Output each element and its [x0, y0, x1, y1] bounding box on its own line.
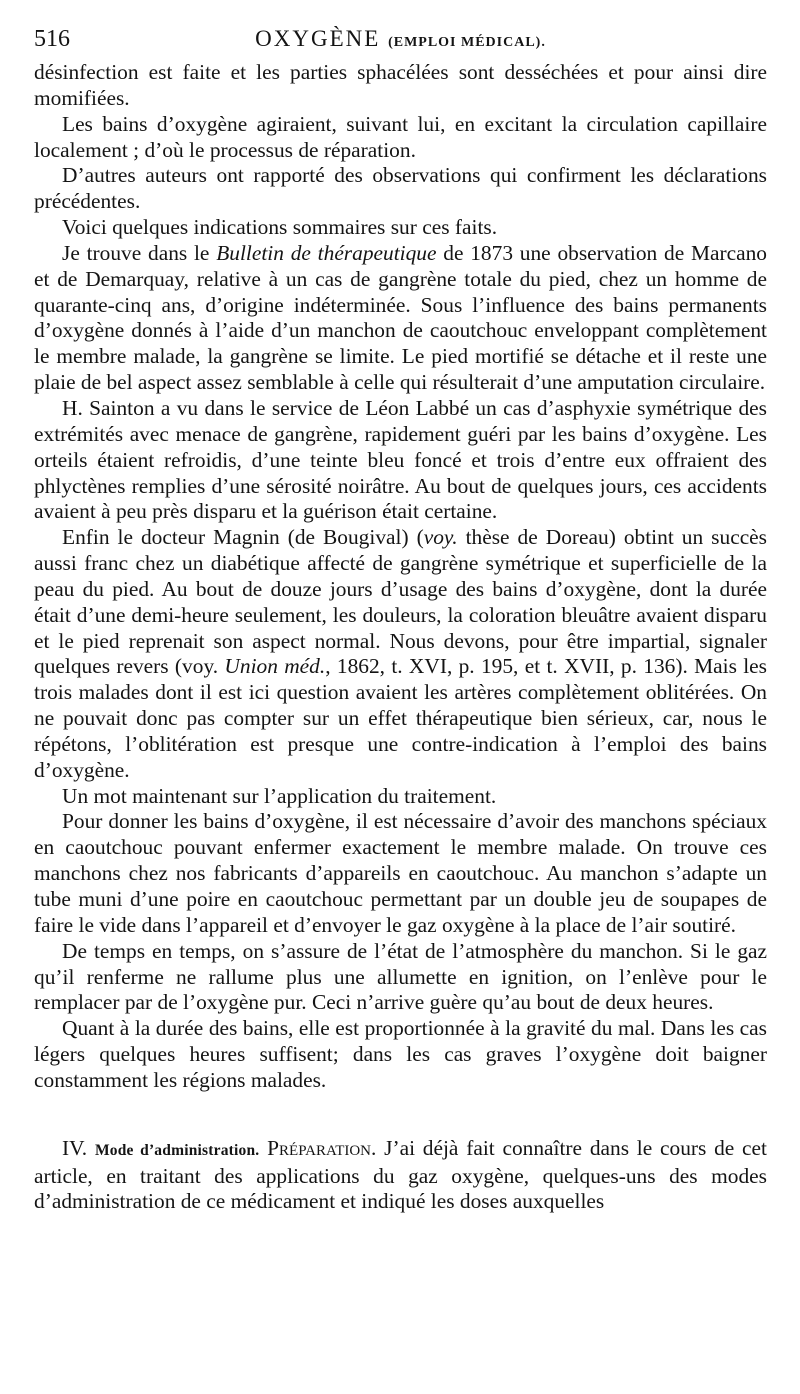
paragraph: Les bains d’oxygène agiraient, suivant lui, en excitant la circulation capillaire localement ; d’où le processus de réparation.	[34, 111, 767, 162]
section-text: J’ai déjà fait connaître dans le cours de cet article, en traitant des applications du gaz oxygène, quelques-uns des modes d’administration de ce médicament et indiqué les doses auxquelles	[34, 1135, 767, 1214]
section-number: IV.	[62, 1135, 88, 1160]
section-paragraph	[34, 1136, 767, 1216]
paragraph: Voici quelques indications sommaires sur ces faits.	[62, 215, 498, 240]
paragraph: désinfection est faite et les parties sphacélées sont desséchées et pour ainsi dire momifiées.	[34, 60, 767, 110]
paragraph: D’autres auteurs ont rapporté des observations qui confirment les déclarations précédentes.	[34, 163, 767, 214]
section-subtitle: Préparation.	[267, 1135, 377, 1160]
body-text	[34, 60, 767, 1215]
paragraph-text: , 1862, t. XVI, p. 195, et t. XVII, p. 136). Mais les trois malades dont il est ici question avaient les artères complètement oblitérées. On ne pouvait donc pas compter sur un effet thérapeutique bien sérieux, car, nous le répétons, l’oblitération est presque une contre-indication à l’emploi des bains d’oxygène.	[34, 654, 767, 782]
running-title-sub: (EMPLOI MÉDICAL).	[388, 35, 546, 50]
running-header	[34, 26, 767, 54]
paragraph: H. Sainton a vu dans le service de Léon Labbé un cas d’asphyxie symétrique des extrémités avec menace de gangrène, rapidement guéri par les bains d’oxygène. Les orteils étaient refroidis, d’une teinte bleu foncé et trois d’entre eux offraient des phlyctènes remplies d’une sérosité noirâtre. Au bout de quelques jours, ces accidents avaient à peu près disparu et la guérison était certaine.	[34, 395, 767, 524]
paragraph: De temps en temps, on s’assure de l’état de l’atmosphère du manchon. Si le gaz qu’il renferme ne rallume plus une allumette en ignition, on l’enlève pour le remplacer par de l’oxygène pur. Ceci n’arrive guère qu’au bout de deux heures.	[34, 938, 767, 1015]
citation-abbrev: voy.	[423, 525, 458, 550]
journal-title: Bulletin de thérapeutique	[216, 240, 437, 265]
page	[34, 26, 767, 1215]
paragraph	[34, 241, 767, 396]
paragraph: Un mot maintenant sur l’application du traitement.	[62, 783, 497, 808]
section-title: Mode d’administration.	[94, 1141, 260, 1159]
paragraph	[34, 525, 767, 783]
paragraph-text: Enfin le docteur Magnin (de Bougival) (	[62, 525, 424, 550]
paragraph-text: Je trouve dans le	[62, 240, 217, 265]
section-gap	[34, 1094, 767, 1136]
journal-title: Union méd.	[224, 654, 326, 679]
running-title	[34, 26, 767, 52]
paragraph: Quant à la durée des bains, elle est proportionnée à la gravité du mal. Dans les cas légers quelques heures suffisent; dans les cas graves l’oxygène doit baigner constamment les régions malades.	[34, 1016, 767, 1092]
running-title-main: OXYGÈNE	[255, 26, 381, 51]
page-number: 516	[34, 26, 70, 52]
paragraph-text: thèse de Doreau) obtint un succès aussi franc chez un diabétique affecté de gangrène symétrique et superficielle de la peau du pied. Au bout de douze jours d’usage des bains d’oxygène, dont la durée était d’une demi-heure seulement, les douleurs, la coloration bleuâtre avaient disparu et le pied reprenait son aspect normal. Nous devons, pour être impartial, signaler quelques revers (voy.	[34, 525, 768, 679]
paragraph: Pour donner les bains d’oxygène, il est nécessaire d’avoir des manchons spéciaux en caoutchouc pouvant enfermer exactement le membre malade. On trouve ces manchons chez nos fabricants d’appareils en caoutchouc. Au manchon s’adapte un tube muni d’une poire en caoutchouc permettant par un double jeu de soupapes de faire le vide dans l’appareil et d’envoyer le gaz oxygène à la place de l’air soutiré.	[34, 809, 767, 937]
paragraph-text: de 1873 une observation de Marcano et de Demarquay, relative à un cas de gangrène totale du pied, chez un homme de quarante-cinq ans, d’origine indéterminée. Sous l’influence des bains permanents d’oxygène donnés à l’aide d’un manchon de caoutchouc enveloppant complètement le membre malade, la gangrène se limite. Le pied mortifié se détache et il reste une plaie de bel aspect assez semblable à celle qui résulterait d’une amputation circulaire.	[34, 240, 768, 395]
